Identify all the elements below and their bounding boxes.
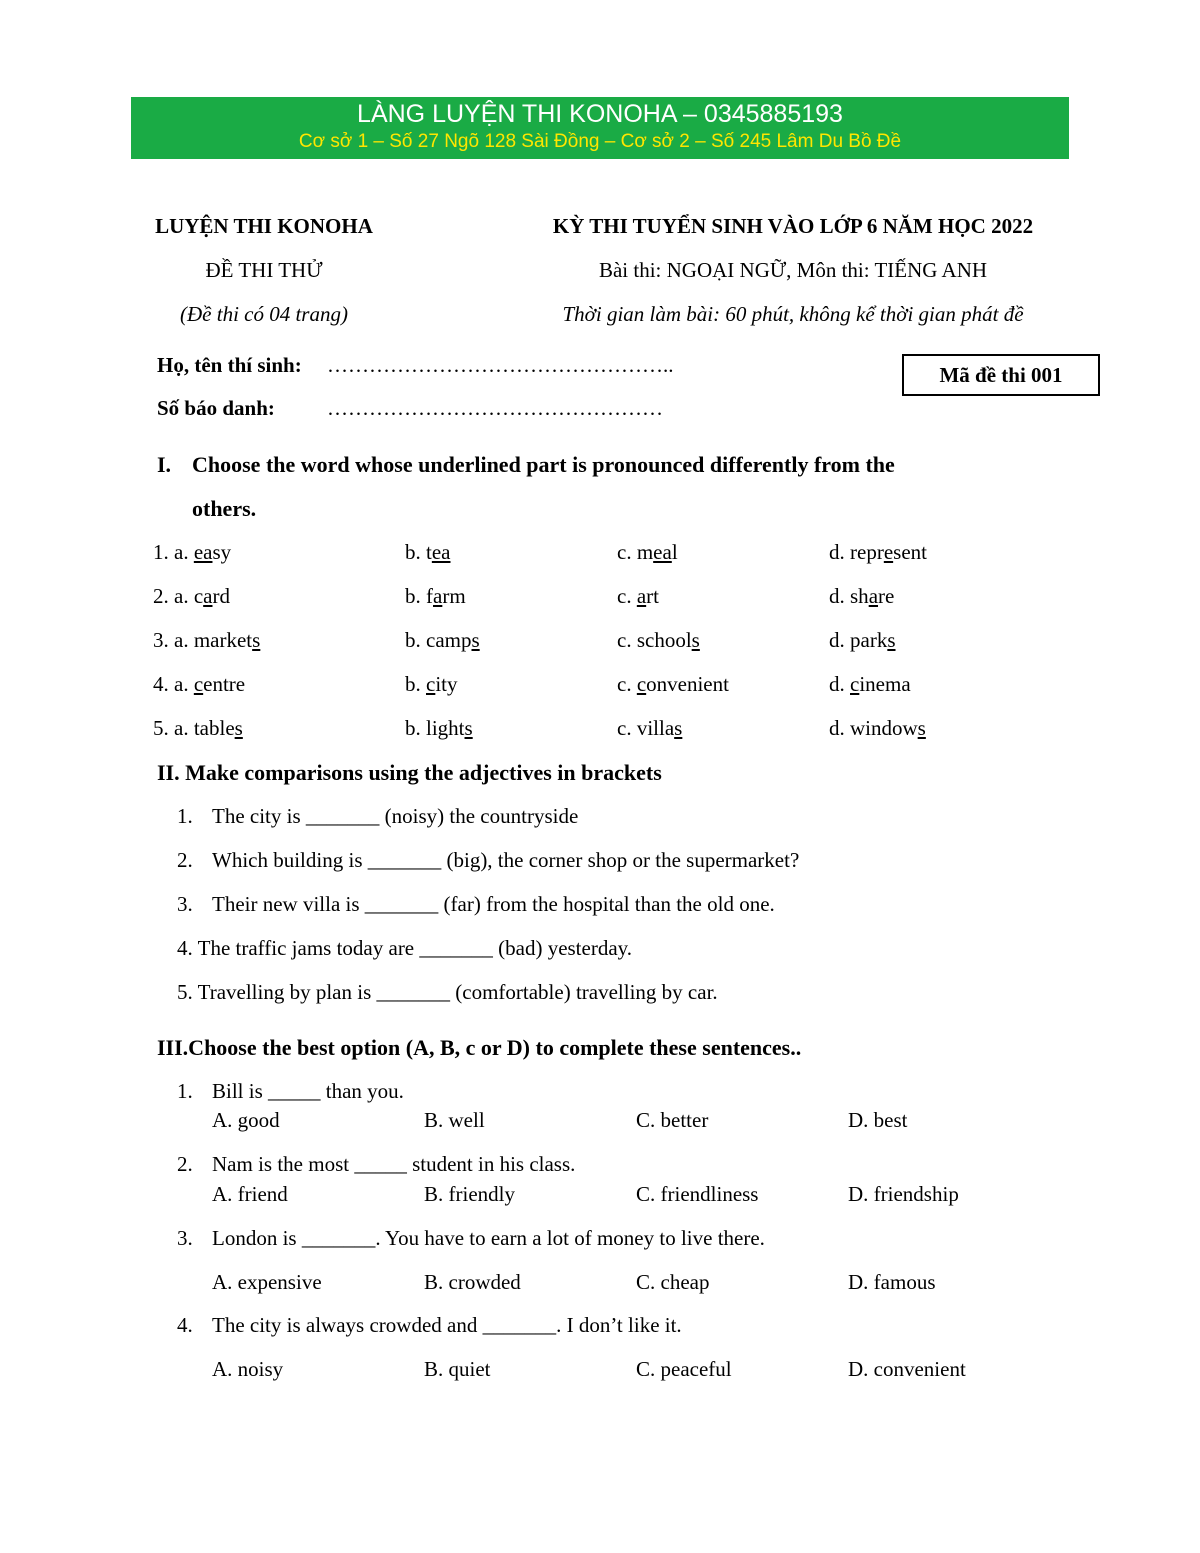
option-c-post: l xyxy=(671,540,678,564)
option-c-pre: c. villa xyxy=(617,716,675,740)
option-b-post: ity xyxy=(435,672,458,696)
option-b xyxy=(405,628,480,653)
option-d xyxy=(829,628,896,653)
option-a-underlined: ea xyxy=(193,540,213,564)
option-b-underlined: s xyxy=(471,628,480,652)
question-number: 1. xyxy=(177,1079,193,1103)
option-a-post: sy xyxy=(212,540,232,564)
option-b xyxy=(405,584,466,609)
option-b-underlined: c xyxy=(426,672,436,696)
option-d-pre: d. repr xyxy=(829,540,884,564)
option-a-underlined: s xyxy=(252,628,261,652)
answer-option: A. noisy xyxy=(212,1357,284,1381)
answer-option: C. better xyxy=(636,1108,709,1132)
option-a-number: 2. a. xyxy=(153,584,194,608)
org-name: LUYỆN THI KONOHA xyxy=(155,214,373,238)
answer-option: B. well xyxy=(424,1108,485,1132)
section2-title: II. Make comparisons using the adjectives in brackets xyxy=(157,760,662,785)
option-b-pre: b. light xyxy=(405,716,465,740)
option-c xyxy=(617,672,729,697)
option-c-underlined: s xyxy=(691,628,700,652)
option-a-underlined: s xyxy=(234,716,243,740)
option-d-underlined: s xyxy=(917,716,926,740)
question-text: 4. The traffic jams today are _______ (bad) yesterday. xyxy=(177,936,633,960)
answer-option: B. quiet xyxy=(424,1357,491,1381)
option-c xyxy=(617,628,700,653)
answer-option: D. friendship xyxy=(848,1182,959,1206)
option-c-pre: c. xyxy=(617,584,637,608)
option-a-pre: market xyxy=(193,628,253,652)
option-a xyxy=(153,672,245,697)
page-count-note: (Đề thi có 04 trang) xyxy=(180,302,348,326)
option-b xyxy=(405,716,473,741)
option-d xyxy=(829,716,926,741)
answer-option: D. convenient xyxy=(848,1357,966,1381)
option-b-pre: b. xyxy=(405,672,426,696)
option-b-underlined: a xyxy=(433,584,443,608)
option-c-underlined: c xyxy=(636,672,647,696)
option-d-underlined: e xyxy=(883,540,894,564)
option-b-pre: b. camp xyxy=(405,628,472,652)
option-a-number: 1. a. xyxy=(153,540,194,564)
option-b-underlined: ea xyxy=(431,540,451,564)
section3-title: III.Choose the best option (A, B, c or D) to complete these sentences.. xyxy=(157,1035,802,1060)
candidate-name-field[interactable]: ………………………………………….. xyxy=(327,353,674,377)
option-a-post: entre xyxy=(203,672,246,696)
answer-option: C. cheap xyxy=(636,1270,710,1294)
option-b-pre: b. f xyxy=(405,584,433,608)
question-text: The city is _______ (noisy) the countryside xyxy=(212,804,579,828)
option-a-underlined: a xyxy=(203,584,213,608)
question-text: Nam is the most _____ student in his class. xyxy=(212,1152,576,1176)
option-c-post: rt xyxy=(646,584,659,608)
option-c-post: onvenient xyxy=(646,672,729,696)
option-c xyxy=(617,716,682,741)
question-number: 4. xyxy=(177,1313,193,1337)
option-b-pre: b. t xyxy=(405,540,432,564)
candidate-name-label: Họ, tên thí sinh: xyxy=(157,353,302,377)
option-a-underlined: c xyxy=(193,672,204,696)
option-d-pre: d. xyxy=(829,672,850,696)
option-d-post: re xyxy=(878,584,895,608)
option-c-underlined: s xyxy=(674,716,683,740)
option-b xyxy=(405,540,451,565)
option-d-pre: d. park xyxy=(829,628,888,652)
option-c-underlined: ea xyxy=(653,540,672,564)
answer-option: D. best xyxy=(848,1108,908,1132)
option-c-pre: c. m xyxy=(617,540,654,564)
option-c xyxy=(617,540,678,565)
option-b-underlined: s xyxy=(464,716,473,740)
question-number: 2. xyxy=(177,848,193,872)
answer-option: C. peaceful xyxy=(636,1357,732,1381)
exam-title: KỲ THI TUYỂN SINH VÀO LỚP 6 NĂM HỌC 2022 xyxy=(552,214,1034,238)
exam-kind: ĐỀ THI THỬ xyxy=(205,258,323,282)
option-a-pre: table xyxy=(193,716,235,740)
answer-option: D. famous xyxy=(848,1270,936,1294)
exam-subject: Bài thi: NGOẠI NGỮ, Môn thi: TIẾNG ANH xyxy=(598,258,988,282)
header-banner xyxy=(131,97,1069,159)
option-a xyxy=(153,540,231,565)
answer-option: A. good xyxy=(212,1108,280,1132)
option-b xyxy=(405,672,458,697)
option-a-post: rd xyxy=(212,584,230,608)
option-d-post: sent xyxy=(893,540,927,564)
question-text: Their new villa is _______ (far) from the hospital than the old one. xyxy=(212,892,775,916)
option-d xyxy=(829,540,927,565)
option-a-number: 4. a. xyxy=(153,672,194,696)
option-d-underlined: s xyxy=(887,628,896,652)
option-d xyxy=(829,672,911,697)
section1-title: Choose the word whose underlined part is pronounced differently from the xyxy=(192,452,895,477)
option-d-pre: d. sh xyxy=(829,584,869,608)
option-a xyxy=(153,584,230,609)
option-a-pre: c xyxy=(193,584,204,608)
option-c-pre: c. school xyxy=(617,628,692,652)
banner-title: LÀNG LUYỆN THI KONOHA – 0345885193 xyxy=(357,100,843,128)
option-c-underlined: a xyxy=(636,584,647,608)
option-d-underlined: c xyxy=(850,672,860,696)
question-text: Which building is _______ (big), the corner shop or the supermarket? xyxy=(212,848,800,872)
candidate-id-field[interactable]: ………………………………………… xyxy=(327,396,663,420)
option-a-number: 5. a. xyxy=(153,716,194,740)
option-c-pre: c. xyxy=(617,672,637,696)
option-d-pre: d. window xyxy=(829,716,918,740)
option-d xyxy=(829,584,894,609)
question-number: 2. xyxy=(177,1152,193,1176)
answer-option: A. expensive xyxy=(212,1270,322,1294)
option-a xyxy=(153,716,243,741)
section1-number: I. xyxy=(157,452,172,477)
question-text: 5. Travelling by plan is _______ (comfortable) travelling by car. xyxy=(177,980,718,1004)
question-number: 3. xyxy=(177,892,193,916)
option-d-underlined: a xyxy=(868,584,879,608)
answer-option: B. friendly xyxy=(424,1182,515,1206)
candidate-id-label: Số báo danh: xyxy=(157,396,275,420)
option-b-post: rm xyxy=(442,584,466,608)
option-a xyxy=(153,628,260,653)
section1-title-cont: others. xyxy=(192,496,257,521)
option-a-number: 3. a. xyxy=(153,628,194,652)
question-number: 3. xyxy=(177,1226,193,1250)
answer-option: C. friendliness xyxy=(636,1182,759,1206)
question-text: The city is always crowded and _______. I don’t like it. xyxy=(212,1313,682,1337)
question-text: London is _______. You have to earn a lot of money to live there. xyxy=(212,1226,765,1250)
option-d-post: inema xyxy=(859,672,911,696)
exam-time: Thời gian làm bài: 60 phút, không kể thời gian phát đề xyxy=(562,302,1024,326)
exam-code-box: Mã đề thi 001 xyxy=(902,354,1100,396)
answer-option: A. friend xyxy=(212,1182,288,1206)
answer-option: B. crowded xyxy=(424,1270,521,1294)
banner-subtitle: Cơ sở 1 – Số 27 Ngõ 128 Sài Đồng – Cơ sở 2 – Số 245 Lâm Du Bồ Đề xyxy=(298,131,902,152)
question-number: 1. xyxy=(177,804,193,828)
question-text: Bill is _____ than you. xyxy=(212,1079,404,1103)
option-c xyxy=(617,584,659,609)
